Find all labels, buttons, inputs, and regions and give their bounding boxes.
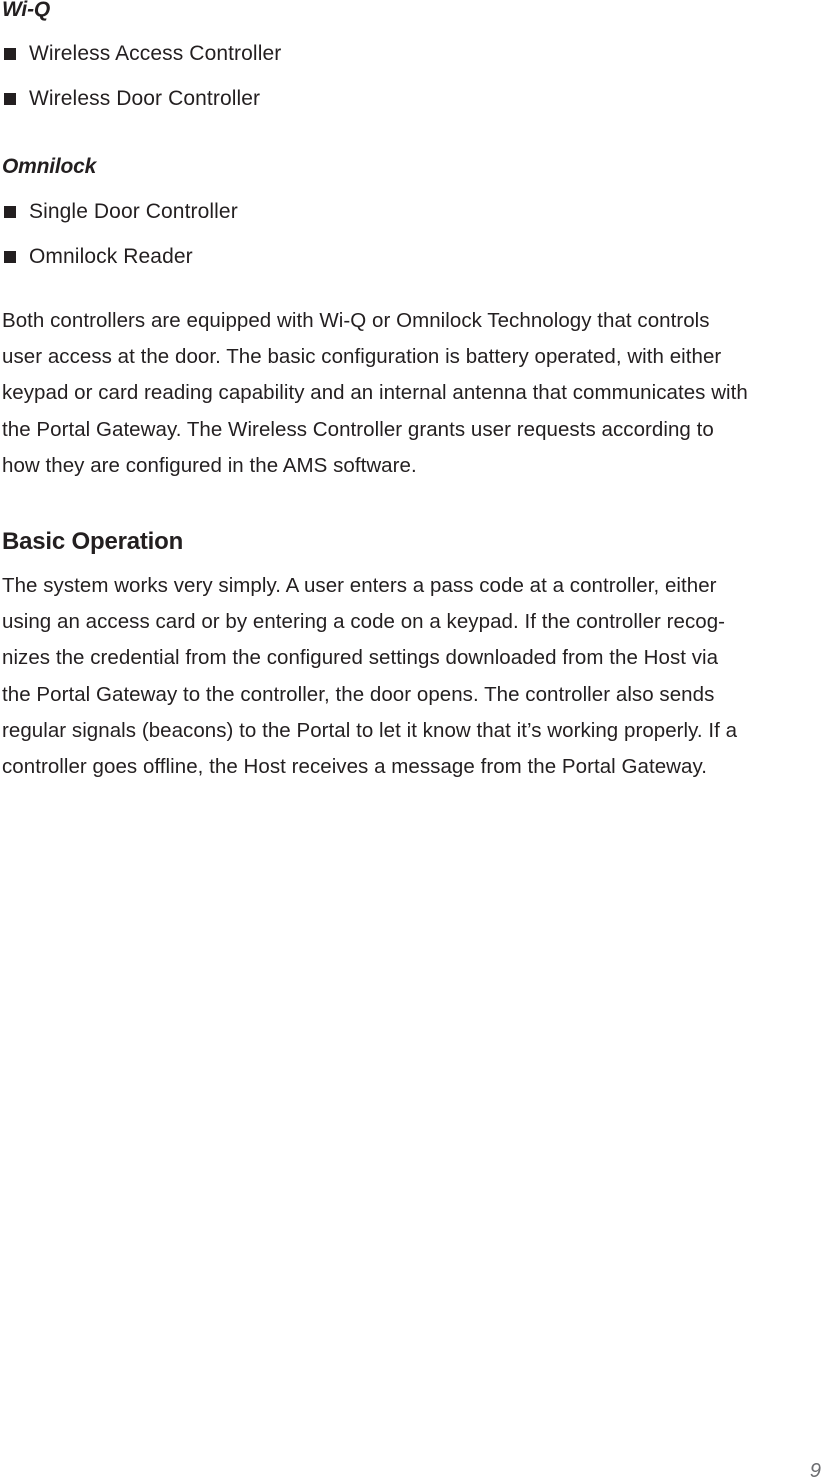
square-bullet-icon bbox=[4, 206, 16, 218]
basic-operation-heading: Basic Operation bbox=[2, 528, 184, 555]
square-bullet-icon bbox=[4, 251, 16, 263]
paragraph-line: The system works very simply. A user enters a pass code at a controller, either bbox=[2, 574, 717, 597]
paragraph-line: keypad or card reading capability and an internal antenna that communicates with bbox=[2, 381, 748, 405]
list-item bbox=[3, 42, 281, 87]
wiq-heading: Wi-Q bbox=[2, 0, 50, 21]
list-item bbox=[3, 200, 238, 245]
omnilock-list bbox=[3, 200, 238, 290]
intro-paragraph bbox=[2, 303, 827, 484]
paragraph-line: using an access card or by entering a code on a keypad. If the controller recog- bbox=[2, 610, 726, 634]
paragraph-line: regular signals (beacons) to the Portal to let it know that it’s working properly. If a bbox=[2, 718, 738, 742]
omnilock-heading: Omnilock bbox=[2, 155, 97, 178]
list-item-label: Omnilock Reader bbox=[29, 245, 193, 268]
paragraph-line: nizes the credential from the configured settings downloaded from the Host via bbox=[2, 646, 719, 670]
wiq-list bbox=[3, 42, 281, 132]
page-number: 9 bbox=[809, 1460, 821, 1482]
paragraph-line: Both controllers are equipped with Wi-Q or Omnilock Technology that controls bbox=[2, 309, 710, 332]
paragraph-line: user access at the door. The basic configuration is battery operated, with either bbox=[2, 345, 722, 369]
list-item bbox=[3, 245, 238, 290]
list-item-label: Wireless Access Controller bbox=[29, 42, 282, 65]
list-item-label: Wireless Door Controller bbox=[29, 87, 261, 110]
list-item bbox=[3, 87, 281, 132]
list-item-label: Single Door Controller bbox=[29, 200, 238, 223]
square-bullet-icon bbox=[4, 48, 16, 60]
paragraph-line: the Portal Gateway. The Wireless Controller grants user requests according to bbox=[2, 417, 714, 441]
paragraph-line: how they are configured in the AMS software. bbox=[2, 453, 417, 477]
paragraph-line: controller goes offline, the Host receives a message from the Portal Gateway. bbox=[2, 755, 707, 779]
basic-operation-paragraph bbox=[2, 568, 827, 785]
paragraph-line: the Portal Gateway to the controller, the door opens. The controller also sends bbox=[2, 682, 715, 706]
square-bullet-icon bbox=[4, 93, 16, 105]
